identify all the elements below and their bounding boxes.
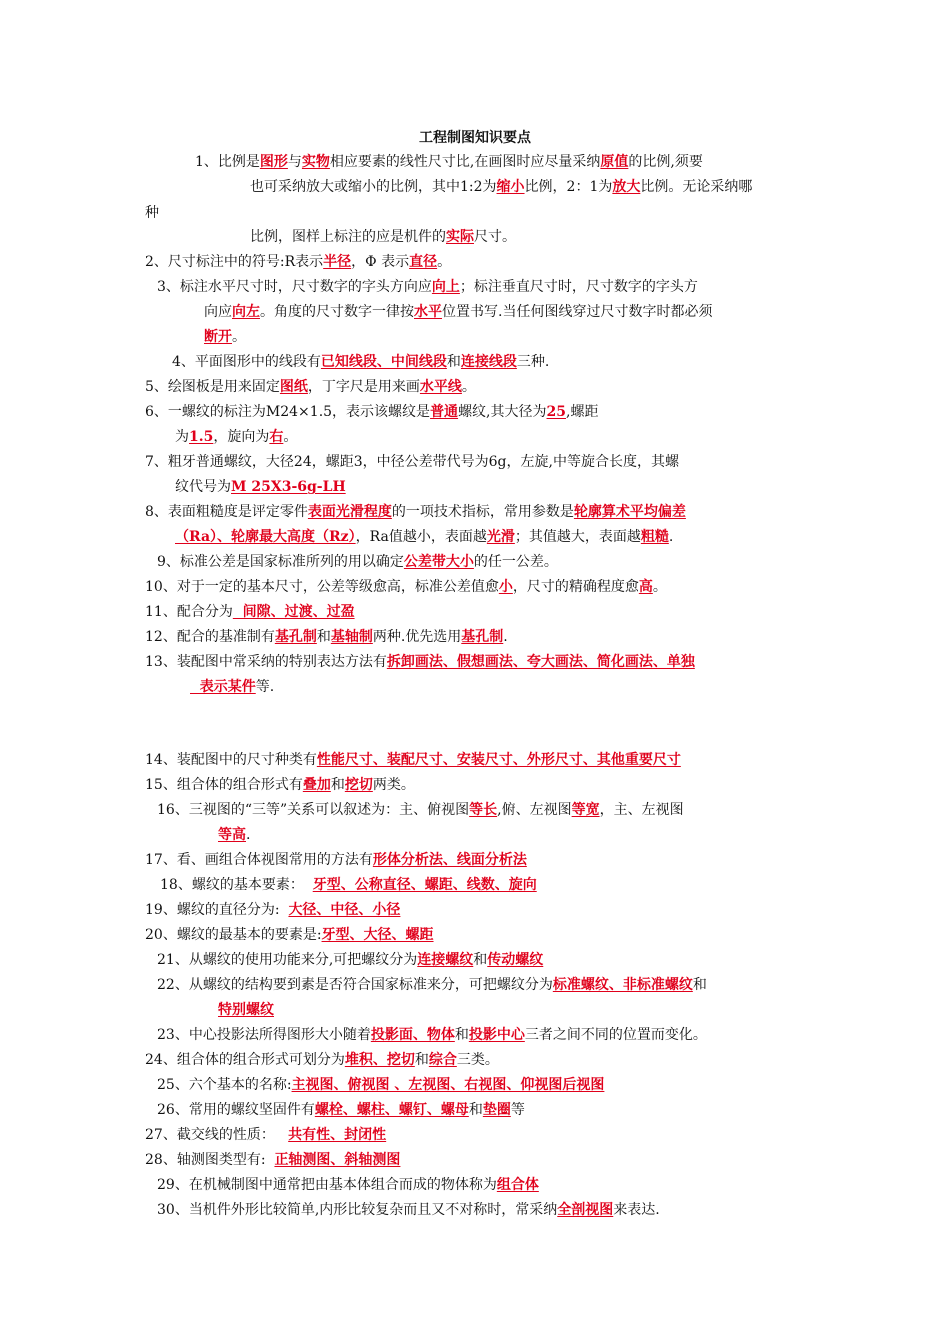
answer-text: 投影中心 [468, 1027, 525, 1043]
text-line [145, 1150, 400, 1170]
answer-text: 光滑 [486, 529, 515, 545]
answer-text: 基孔制 [274, 629, 317, 645]
question-text: 18、螺纹的基本要素： [160, 877, 313, 893]
question-text: 12、配合的基准制有 [145, 629, 275, 645]
text-line [145, 203, 159, 223]
answer-text: 牙型、公称直径、螺距、线数、旋向 [312, 877, 537, 893]
text-line [190, 677, 274, 697]
answer-text: 螺栓、螺柱、螺钉、螺母 [314, 1102, 469, 1118]
answer-text: 堆积、挖切 [344, 1052, 415, 1068]
answer-text: 表面光滑程度 [307, 504, 392, 520]
question-text: 15、组合体的组合形式有 [145, 777, 303, 793]
question-text: ，旋向为 [213, 429, 270, 445]
question-text: 来表达. [613, 1202, 660, 1218]
question-text: 6、一螺纹的标注为M24×1.5，表示该螺纹是 [145, 404, 431, 420]
text-line [145, 377, 476, 397]
answer-text: 间隙、过渡、过盈 [232, 604, 355, 620]
text-line [145, 1125, 386, 1145]
answer-text: 1.5 [189, 429, 214, 445]
question-text: 等. [255, 679, 275, 695]
answer-text: 正轴测图、斜轴测图 [274, 1152, 401, 1168]
text-line [145, 1050, 499, 1070]
answer-text: 断开 [204, 329, 232, 345]
answer-text: 向上 [431, 279, 460, 295]
question-text: 1、比例是 [195, 154, 260, 170]
text-line [145, 252, 451, 272]
question-text: 位置书写.当任何图线穿过尺寸数字时都必须 [442, 304, 713, 320]
question-text: 17、看、画组合体视图常用的方法有 [145, 852, 373, 868]
question-text: 的任一公差。 [473, 554, 558, 570]
question-text: 13、装配图中常采纳的特别表达方法有 [145, 654, 387, 670]
question-text: 比例，2：1为 [524, 179, 613, 195]
question-text: 27、截交线的性质： [145, 1127, 289, 1143]
answer-text: 垫圈 [482, 1102, 511, 1118]
question-text: 14、装配图中的尺寸种类有 [145, 752, 317, 768]
question-text: 2、尺寸标注中的符号:R表示 [145, 254, 324, 270]
question-text: 和 [468, 1102, 483, 1118]
answer-text: 轮廓算术平均偏差 [573, 504, 686, 520]
question-text: 与 [287, 154, 302, 170]
answer-text: 直径 [409, 254, 438, 270]
text-line [195, 152, 703, 172]
answer-text: 小 [498, 579, 513, 595]
text-line [145, 452, 679, 472]
text-line [160, 875, 537, 895]
answer-text: 水平线 [419, 379, 462, 395]
text-line [145, 577, 667, 597]
question-text: 16、三视图的“三等”关系可以叙述为：主、俯视图 [157, 802, 470, 818]
question-text: 9、标准公差是国家标准所列的用以确定 [157, 554, 404, 570]
question-text: 种 [145, 205, 159, 221]
question-text: ，Φ 表示 [351, 254, 410, 270]
answer-text: 原值 [600, 154, 629, 170]
text-line [204, 302, 712, 322]
question-text: 29、在机械制图中通常把由基本体组合而成的物体称为 [157, 1177, 497, 1193]
answer-text: 牙型、大径、螺距 [321, 927, 434, 943]
answer-text: 基孔制 [461, 629, 504, 645]
answer-text: 图形 [259, 154, 288, 170]
question-text: 的比例,须要 [628, 154, 703, 170]
question-text: 尺寸。 [474, 229, 516, 245]
question-text: 为 [175, 429, 189, 445]
question-text: . [503, 629, 508, 645]
question-text: ，丁字尺是用来画 [307, 379, 420, 395]
question-text: 。 [461, 379, 476, 395]
text-line [145, 775, 415, 795]
text-line [145, 850, 527, 870]
answer-text: 表示某件 [190, 679, 256, 695]
text-line [172, 352, 549, 372]
question-text: 两类。 [372, 777, 415, 793]
answer-text: 公差带大小 [403, 554, 474, 570]
text-line [157, 1025, 707, 1045]
question-text: 的一项技术指标，常用参数是 [391, 504, 574, 520]
answer-text: 大径、中径、小径 [288, 902, 401, 918]
text-line [157, 1075, 604, 1095]
answer-text: 基轴制 [330, 629, 373, 645]
answer-text: 传动螺纹 [487, 952, 544, 968]
question-text: 19、螺纹的直径分为: [145, 902, 289, 918]
question-text: 三种. [516, 354, 550, 370]
answer-text: 组合体 [496, 1177, 539, 1193]
answer-text: 等长 [469, 802, 498, 818]
question-text: 两种.优先选用 [372, 629, 462, 645]
question-text: 22、从螺纹的结构要到素是否符合国家标准来分，可把螺纹分为 [157, 977, 553, 993]
text-line [145, 750, 681, 770]
answer-text: 性能尺寸、装配尺寸、安装尺寸、外形尺寸、其他重要尺寸 [316, 752, 681, 768]
question-text: 26、常用的螺纹坚固件有 [157, 1102, 315, 1118]
text-line [175, 477, 346, 497]
answer-text: 水平 [414, 304, 442, 320]
question-text: 和 [330, 777, 345, 793]
answer-text: 半径 [323, 254, 352, 270]
question-text: 20、螺纹的最基本的要素是: [145, 927, 322, 943]
question-text: 。角度的尺寸数字一律按 [260, 304, 414, 320]
question-text: 11、配合分为 [145, 604, 233, 620]
answer-text: 图纸 [279, 379, 308, 395]
answer-text: 共有性、封闭性 [288, 1127, 387, 1143]
answer-text: 向左 [232, 304, 260, 320]
answer-text: 等宽 [571, 802, 600, 818]
question-text: . [246, 827, 251, 843]
question-text: ,螺距 [566, 404, 599, 420]
answer-text: 连接螺纹 [417, 952, 474, 968]
question-text: 。 [437, 254, 452, 270]
question-text: 比例。无论采纳哪 [640, 179, 753, 195]
question-text: 和 [316, 629, 331, 645]
text-line [145, 925, 434, 945]
answer-text: 连接线段 [460, 354, 517, 370]
question-text: ,俯、左视图 [497, 802, 572, 818]
answer-text: 实物 [301, 154, 330, 170]
question-text: 8、表面粗糙度是评定零件 [145, 504, 308, 520]
question-text: ；其值越大，表面越 [514, 529, 641, 545]
answer-text: 全剖视图 [557, 1202, 614, 1218]
text-line [157, 975, 707, 995]
question-text: 纹代号为 [175, 479, 231, 495]
text-line [157, 1200, 660, 1220]
question-text: 。 [283, 429, 298, 445]
text-line [145, 602, 355, 622]
answer-text: 25 [546, 404, 566, 420]
question-text: 比例，图样上标注的应是机件的 [250, 229, 446, 245]
answer-text: 标准螺纹、非标准螺纹 [552, 977, 693, 993]
question-text: 28、轴测图类型有: [145, 1152, 275, 1168]
question-text: 和 [473, 952, 488, 968]
text-line [175, 527, 673, 547]
question-text: 。 [652, 579, 667, 595]
answer-text: M 25X3-6g-LH [231, 479, 346, 495]
answer-text: 高 [638, 579, 653, 595]
text-line [175, 427, 297, 447]
text-line [157, 800, 684, 820]
question-text: 和 [446, 354, 461, 370]
question-text: 三者之间不同的位置而变化。 [524, 1027, 707, 1043]
question-text: 相应要素的线性尺寸比,在画图时应尽量采纳 [329, 154, 601, 170]
answer-text: （Ra）、轮廓最大高度（Rz） [175, 529, 356, 545]
text-line [145, 402, 598, 422]
text-line [157, 950, 543, 970]
question-text: 。 [232, 329, 246, 345]
answer-text: 已知线段、中间线段 [320, 354, 447, 370]
question-text: 10、对于一定的基本尺寸，公差等级愈高，标准公差值愈 [145, 579, 499, 595]
answer-text: 主视图、俯视图 、左视图、右视图、仰视图后视图 [291, 1077, 605, 1093]
document-title: 工程制图知识要点 [419, 130, 531, 146]
text-line [145, 900, 400, 920]
question-text: ；标注垂直尺寸时，尺寸数字的字头方 [459, 279, 698, 295]
question-text: ，主、左视图 [599, 802, 684, 818]
question-text: . [668, 529, 674, 545]
text-line [145, 652, 695, 672]
text-line [157, 277, 698, 297]
question-text: 21、从螺纹的使用功能来分,可把螺纹分为 [157, 952, 418, 968]
question-text: 螺纹,其大径为 [458, 404, 547, 420]
question-text: 三类。 [456, 1052, 499, 1068]
answer-text: 拆卸画法、假想画法、夸大画法、简化画法、单独 [386, 654, 695, 670]
answer-text: 放大 [612, 179, 641, 195]
question-text: 7、粗牙普通螺纹，大径24，螺距3，中径公差带代号为6g，左旋,中等旋合长度，其螺 [145, 454, 679, 470]
question-text: 和 [692, 977, 707, 993]
answer-text: 投影面、物体 [370, 1027, 455, 1043]
question-text: 24、组合体的组合形式可划分为 [145, 1052, 345, 1068]
question-text: ，Ra值越小，表面越 [355, 529, 487, 545]
question-text: 30、当机件外形比较简单,内形比较复杂而且又不对称时，常采纳 [157, 1202, 558, 1218]
answer-text: 综合 [428, 1052, 457, 1068]
text-line [250, 227, 516, 247]
answer-text: 普通 [430, 404, 459, 420]
answer-text: 等高 [218, 827, 246, 843]
answer-text: 挖切 [344, 777, 373, 793]
text-line [157, 1100, 525, 1120]
question-text: 向应 [204, 304, 232, 320]
text-line [157, 1175, 539, 1195]
answer-text: 缩小 [496, 179, 525, 195]
text-line [145, 627, 508, 647]
question-text: 5、绘图板是用来固定 [145, 379, 280, 395]
question-text: 和 [414, 1052, 429, 1068]
text-line [218, 825, 250, 845]
question-text: 也可采纳放大或缩小的比例，其中1:2为 [250, 179, 497, 195]
answer-text: 形体分析法、线面分析法 [372, 852, 527, 868]
text-line [250, 177, 752, 197]
answer-text: 实际 [446, 229, 474, 245]
question-text: 25、六个基本的名称: [157, 1077, 292, 1093]
text-line [157, 552, 558, 572]
answer-text: 右 [269, 429, 284, 445]
text-line [218, 1000, 274, 1020]
question-text: 4、平面图形中的线段有 [172, 354, 321, 370]
answer-text: 特别螺纹 [218, 1002, 274, 1018]
question-text: 23、中心投影法所得图形大小随着 [157, 1027, 371, 1043]
question-text: 3、标注水平尺寸时，尺寸数字的字头方向应 [157, 279, 432, 295]
question-text: 和 [454, 1027, 469, 1043]
question-text: 等 [510, 1102, 525, 1118]
text-line [145, 502, 686, 522]
answer-text: 粗糙 [640, 529, 669, 545]
answer-text: 叠加 [302, 777, 331, 793]
question-text: ，尺寸的精确程度愈 [512, 579, 639, 595]
text-line [204, 327, 246, 347]
